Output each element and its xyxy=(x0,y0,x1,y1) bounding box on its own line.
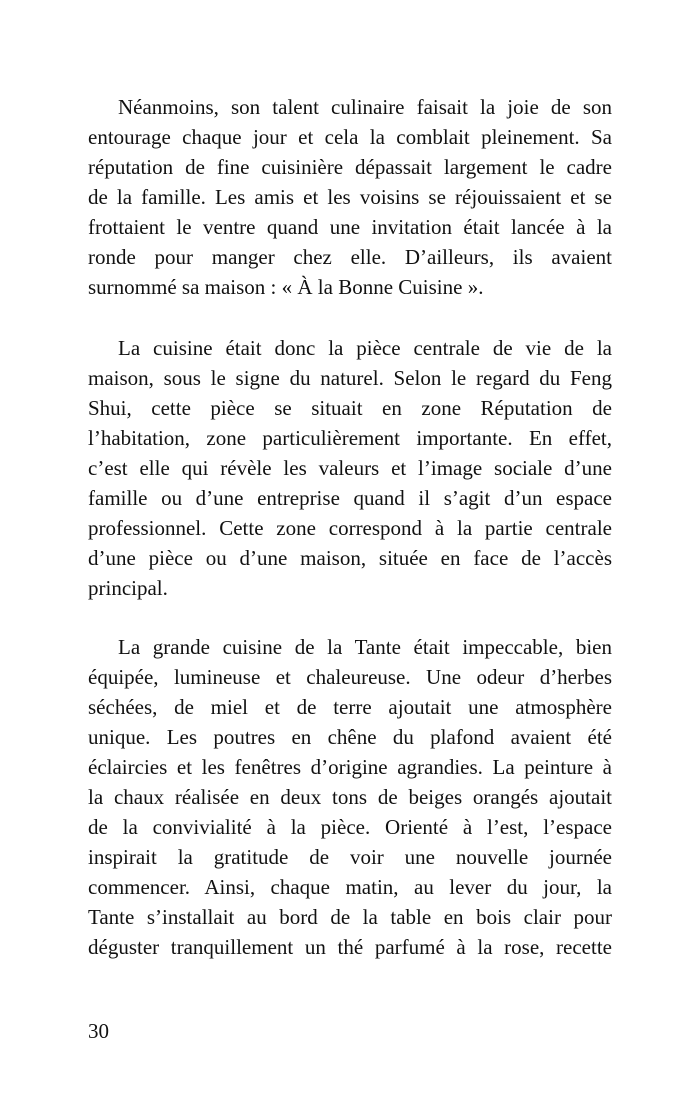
text-line: maison, sous le signe du naturel. Selon le regard du Feng xyxy=(88,366,612,390)
text-line: d’une pièce ou d’une maison, située en face de l’accès xyxy=(88,546,612,570)
text-line: frottaient le ventre quand une invitation était lancée à la xyxy=(88,215,612,239)
paragraph-3 xyxy=(88,632,612,962)
text-line: professionnel. Cette zone correspond à la partie centrale xyxy=(88,516,612,540)
text-line: réputation de fine cuisinière dépassait largement le cadre xyxy=(88,155,612,179)
text-line: l’habitation, zone particulièrement importante. En effet, xyxy=(88,426,612,450)
text-line: de la famille. Les amis et les voisins se réjouissaient et se xyxy=(88,185,612,209)
text-line: La cuisine était donc la pièce centrale de vie de la xyxy=(118,336,612,360)
text-line: la chaux réalisée en deux tons de beiges orangés ajoutait xyxy=(88,785,612,809)
text-line: c’est elle qui révèle les valeurs et l’image sociale d’une xyxy=(88,456,612,480)
text-line: inspirait la gratitude de voir une nouvelle journée xyxy=(88,845,612,869)
text-line: principal. xyxy=(88,576,168,600)
page-number: 30 xyxy=(88,1019,109,1043)
text-line: de la convivialité à la pièce. Orienté à l’est, l’espace xyxy=(88,815,612,839)
text-line: famille ou d’une entreprise quand il s’agit d’un espace xyxy=(88,486,612,510)
text-line: La grande cuisine de la Tante était impeccable, bien xyxy=(118,635,612,659)
text-line: unique. Les poutres en chêne du plafond avaient été xyxy=(88,725,612,749)
text-line: ronde pour manger chez elle. D’ailleurs, ils avaient xyxy=(88,245,612,269)
text-line: entourage chaque jour et cela la comblait pleinement. Sa xyxy=(88,125,612,149)
text-line: déguster tranquillement un thé parfumé à la rose, recette xyxy=(88,935,612,959)
paragraph-2 xyxy=(88,333,612,603)
text-line: surnommé sa maison : « À la Bonne Cuisine ». xyxy=(88,275,484,299)
text-line: séchées, de miel et de terre ajoutait une atmosphère xyxy=(88,695,612,719)
text-line: Néanmoins, son talent culinaire faisait la joie de son xyxy=(118,95,612,119)
text-line: Shui, cette pièce se situait en zone Réputation de xyxy=(88,396,612,420)
text-line: commencer. Ainsi, chaque matin, au lever du jour, la xyxy=(88,875,612,899)
text-line: équipée, lumineuse et chaleureuse. Une odeur d’herbes xyxy=(88,665,612,689)
text-line: éclaircies et les fenêtres d’origine agrandies. La peinture à xyxy=(88,755,612,779)
text-line: Tante s’installait au bord de la table en bois clair pour xyxy=(88,905,612,929)
paragraph-1 xyxy=(88,92,612,302)
